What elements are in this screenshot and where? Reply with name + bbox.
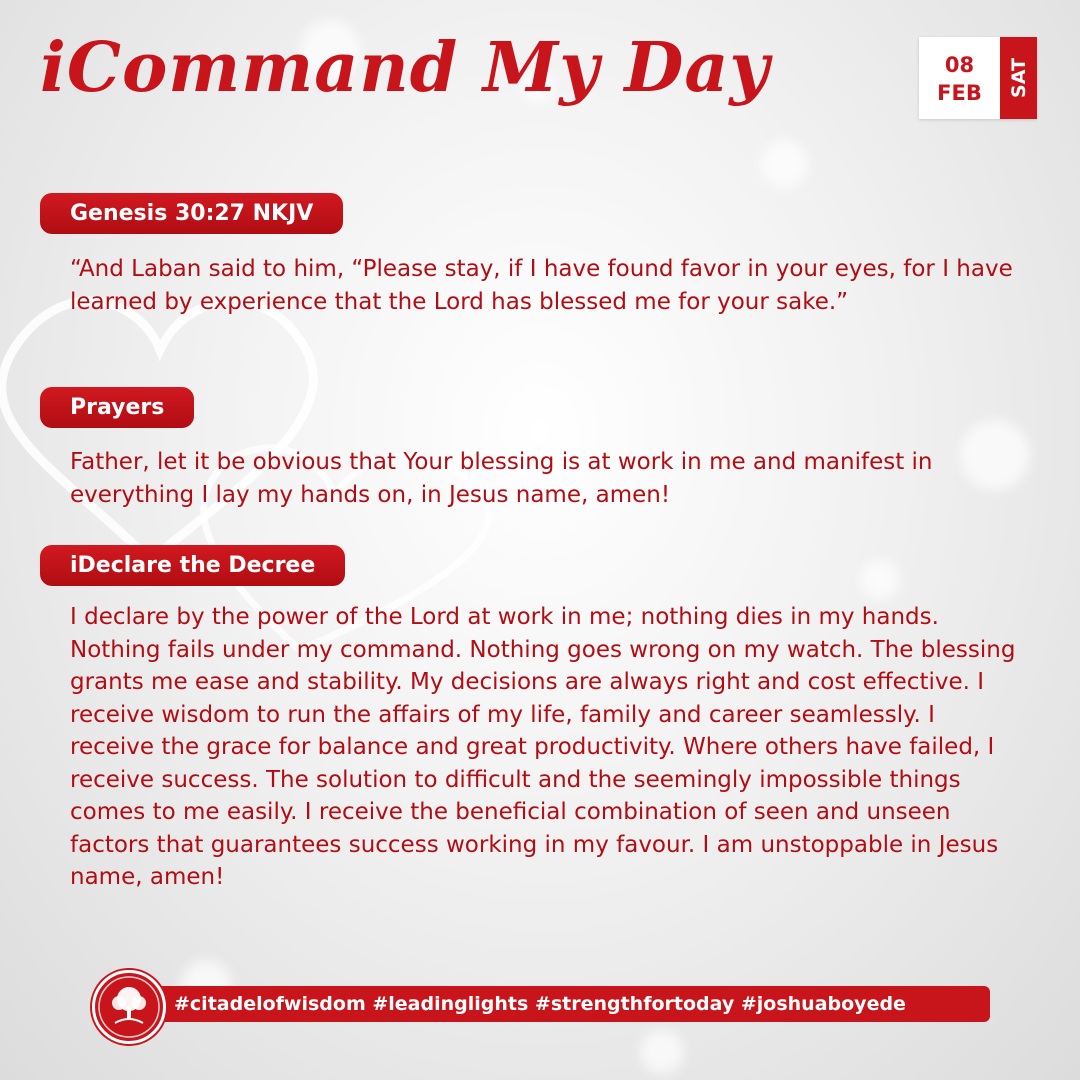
ministry-logo: [92, 970, 166, 1044]
tree-logo-icon: [95, 973, 163, 1041]
prayers-heading: Prayers: [40, 387, 194, 428]
hashtag-bar: #citadelofwisdom #leadinglights #strengthfortoday #joshuaboyede: [140, 986, 990, 1022]
scripture-reference-label: Genesis 30:27 NKJV: [40, 193, 343, 234]
date-badge: [919, 37, 1037, 119]
decree-heading: iDeclare the Decree: [40, 545, 345, 586]
date-label: [919, 51, 1000, 107]
page-title: iCommand My Day: [40, 28, 770, 108]
scripture-text: “And Laban said to him, “Please stay, if I have found favor in your eyes, for I have learned by experience that the Lord has blessed me for your sake.”: [70, 256, 1013, 315]
weekday-label: SAT: [1007, 58, 1030, 98]
prayer-text: Father, let it be obvious that Your blessing is at work in me and manifest in everything I lay my hands on, in Jesus name, amen!: [70, 449, 933, 508]
date-month: FEB: [937, 81, 982, 105]
date-day: 08: [944, 53, 975, 77]
weekday-strip: [1000, 37, 1037, 119]
decree-text: I declare by the power of the Lord at work in me; nothing dies in my hands. Nothing fails under my command. Nothing goes wrong on my watch. The blessing grants me ease and stability. My decisions are always right and cost effective. I receive wisdom to run the affairs of my life, family and career seamlessly. I receive the grace for balance and great productivity. Where others have failed, I receive success. The solution to difficult and the seemingly impossible things comes to me easily. I receive the beneficial combination of seen and unseen factors that guarantees success working in my favour. I am unstoppable in Jesus name, amen!: [70, 604, 1016, 890]
